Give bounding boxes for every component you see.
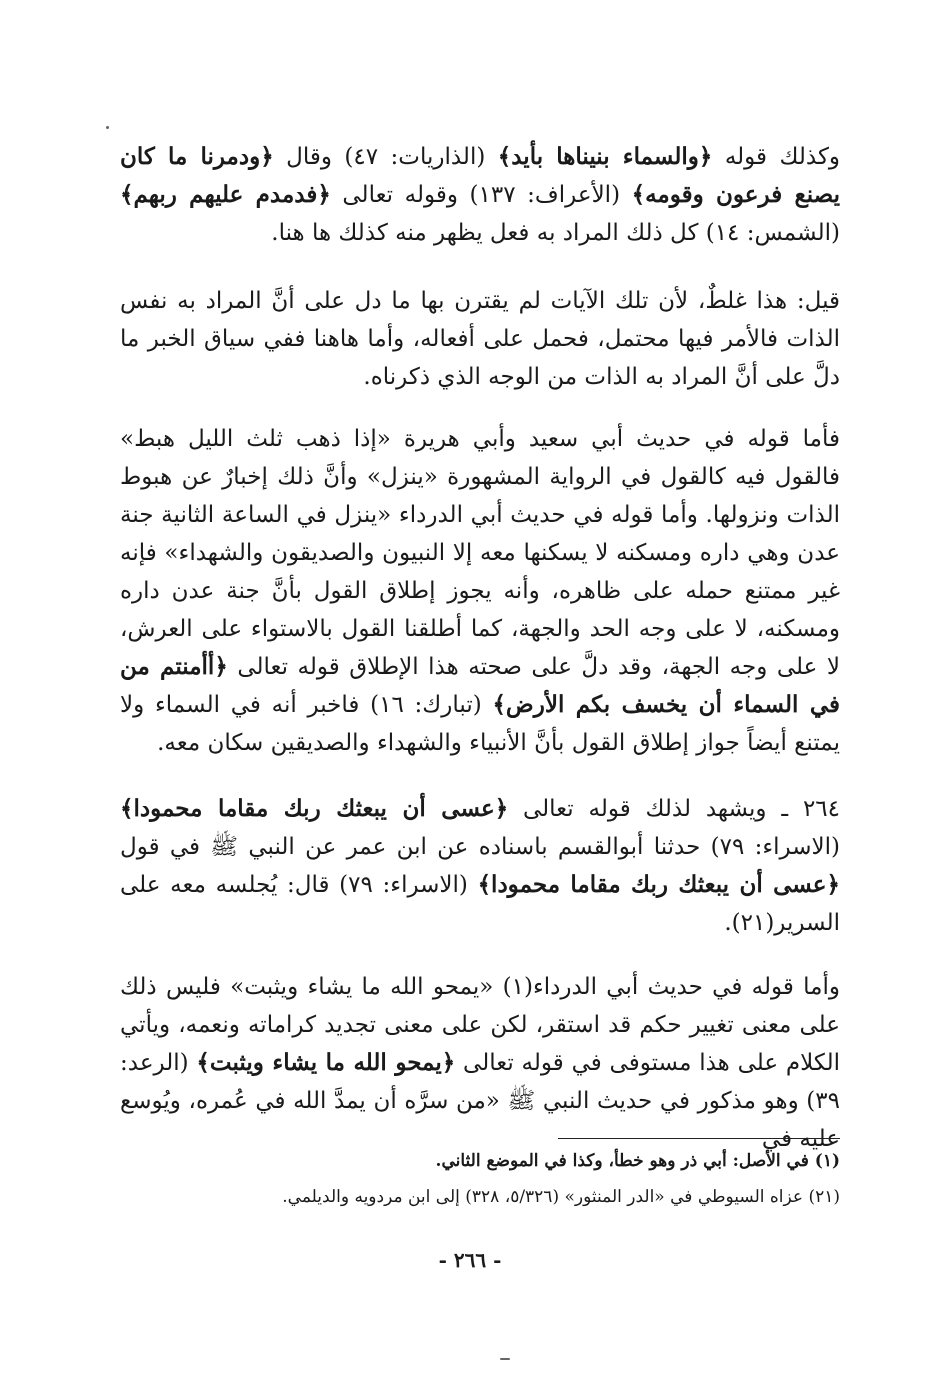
paragraph-4	[120, 790, 840, 942]
quran-quote: ﴿عسى أن يبعثك ربك مقاما محمودا﴾	[477, 871, 840, 898]
text-run: (تبارك: ١٦) فاخبر أنه في السماء ولا يمتنع أيضاً جواز إطلاق القول بأنَّ الأنبياء والشهداء والصديقين سكان معه.	[120, 692, 840, 756]
footnote-divider	[558, 1138, 840, 1139]
paragraph-2	[120, 282, 840, 396]
quran-quote: ﴿عسى أن يبعثك ربك مقاما محمودا﴾	[120, 795, 509, 822]
text-run: (الاسراء: ٧٩) قال: يُجلسه معه على السرير(٢١).	[120, 872, 840, 936]
page-number: - ٢٦٦ -	[438, 1248, 502, 1272]
text-run: (الشمس: ١٤) كل ذلك المراد به فعل يظهر منه كذلك ها هنا.	[271, 220, 840, 246]
text-run: (الذاريات: ٤٧) وقال	[273, 144, 498, 170]
scan-speck	[500, 1358, 510, 1360]
text-run: وأما قوله في حديث أبي الدرداء(١) «يمحو الله ما يشاء ويثبت» فليس ذلك على معنى تغيير حكم قد استقر، لكن على معنى تجديد كراماته ونعمه، ويأتي الكلام على هذا مستوفى في قوله تعالى	[120, 974, 840, 1076]
text-run: (الرعد: ٣٩) وهو مذكور في حديث النبي ﷺ «من سرَّه أن يمدَّ الله في عُمره، ويُوسع عليه في	[120, 1050, 840, 1152]
footnote-21: (٢١) عزاه السيوطي في «الدر المنثور» (٥/٣٢٦، ٣٢٨) إلى ابن مردويه والديلمي.	[282, 1187, 840, 1207]
text-run: فأما قوله في حديث أبي سعيد وأبي هريرة «إذا ذهب ثلث الليل هبط» فالقول فيه كالقول في الرواية المشهورة «ينزل» وأنَّ ذلك إخبارٌ عن هبوط الذات ونزولها. وأما قوله في حديث أبي الدرداء «ينزل في الساعة الثانية جنة عدن وهي داره ومسكنه لا يسكنها معه إلا النبيون والصديقون والشهداء» فإنه غير ممتنع حمله على ظاهره، وأنه يجوز إطلاق القول بأنَّ جنة عدن داره ومسكنه، لا على وجه الحد والجهة، كما أطلقنا القول بالاستواء على العرش، لا على وجه الجهة، وقد دلَّ على صحته هذا الإطلاق قوله تعالى	[120, 426, 840, 680]
quran-quote: ﴿والسماء بنيناها بأيد﴾	[497, 143, 713, 170]
paragraph-1	[120, 138, 840, 252]
text-run: وكذلك قوله	[712, 144, 840, 170]
footnote-1: (١) في الأصل: أبي ذر وهو خطأ، وكذا في الموضع الثاني.	[435, 1151, 840, 1171]
text-run: قيل: هذا غلطٌ، لأن تلك الآيات لم يقترن بها ما دل على أنَّ المراد به نفس الذات فالأمر فيها محتمل، فحمل على أفعاله، وأما هاهنا ففي سياق الخبر ما دلَّ على أنَّ المراد به الذات من الوجه الذي ذكرناه.	[120, 288, 840, 390]
paragraph-5	[120, 968, 840, 1158]
text-run: (الاسراء: ٧٩) حدثنا أبوالقسم باسناده عن ابن عمر عن النبي ﷺ في قول	[120, 834, 840, 860]
text-run: ٢٦٤ ـ ويشهد لذلك قوله تعالى	[508, 796, 840, 822]
paragraph-3	[120, 420, 840, 762]
text-run: (الأعراف: ١٣٧) وقوله تعالى	[330, 182, 632, 208]
quran-quote: ﴿يمحو الله ما يشاء ويثبت﴾	[196, 1049, 456, 1076]
quran-quote: ﴿ودمرنا ما كان يصنع فرعون وقومه﴾	[120, 143, 840, 208]
quran-quote: ﴿أأمنتم من في السماء أن يخسف بكم الأرض﴾	[120, 653, 840, 718]
scan-speck	[106, 126, 109, 129]
quran-quote: ﴿فدمدم عليهم ربهم﴾	[120, 181, 331, 208]
